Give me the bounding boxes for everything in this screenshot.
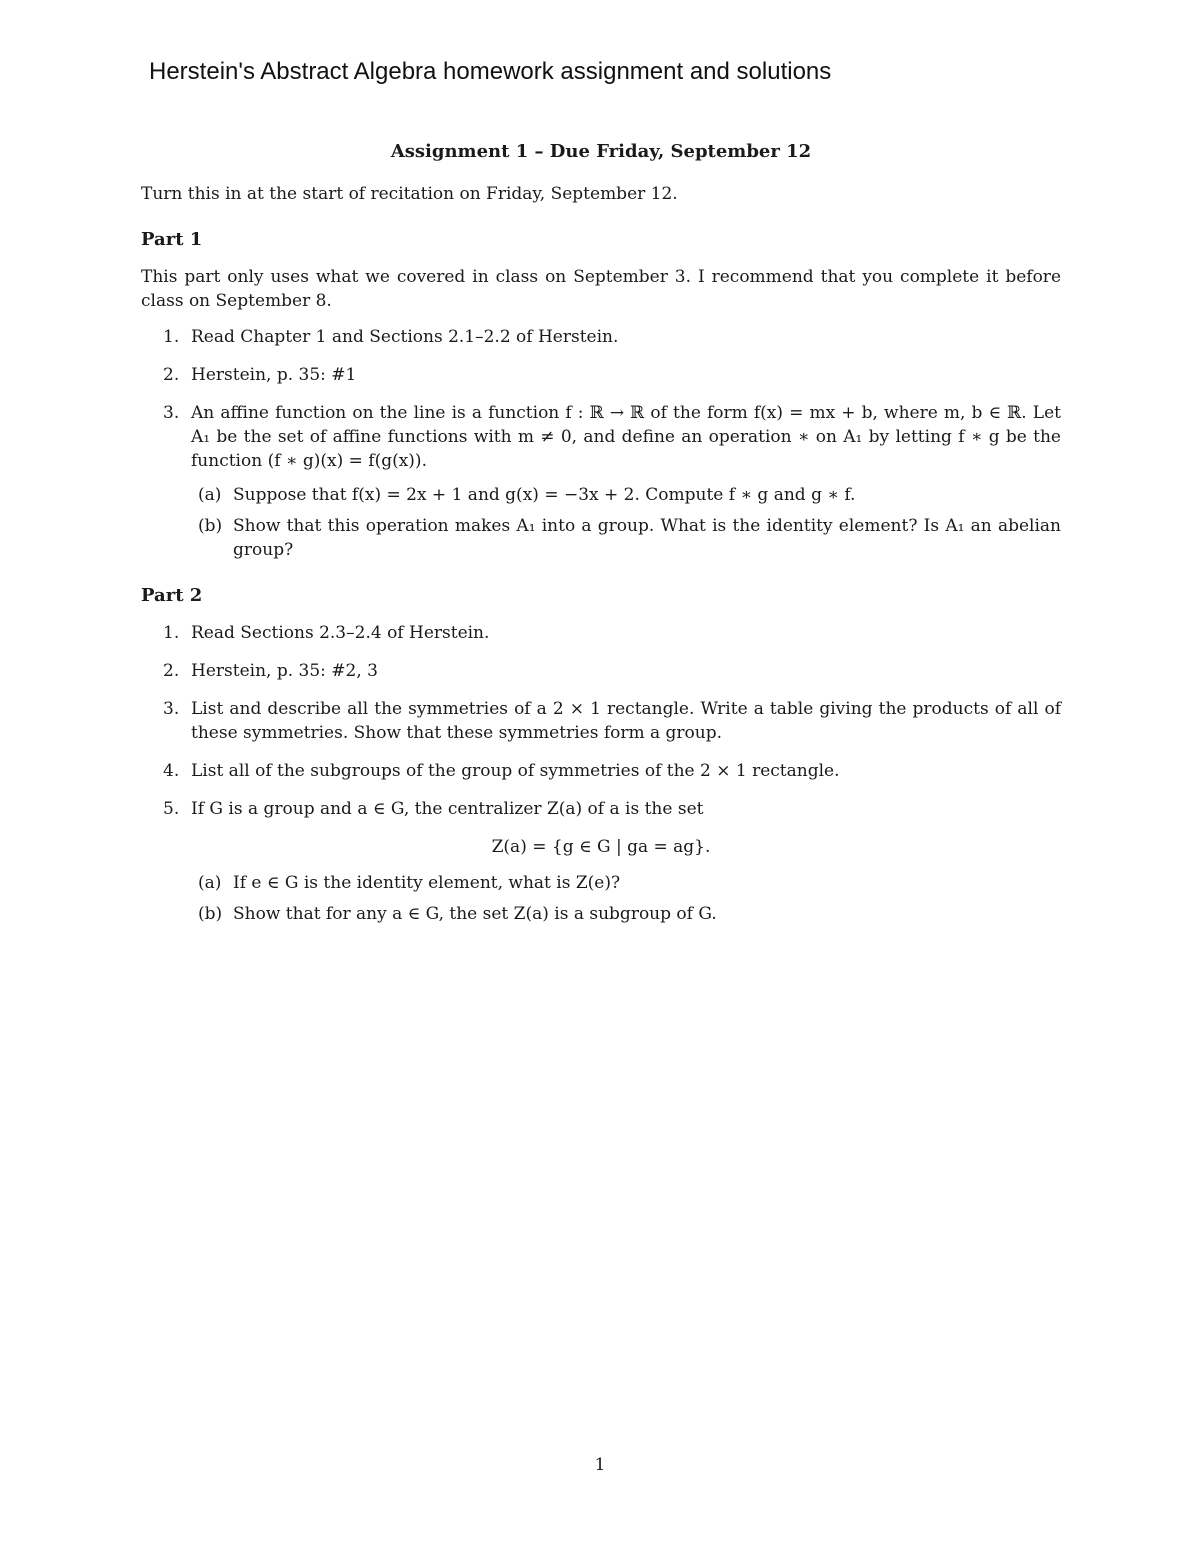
sub-item xyxy=(191,483,1061,507)
sub-list xyxy=(191,483,1061,562)
sub-item-label: (b) xyxy=(198,904,223,924)
sub-item-label: (a) xyxy=(198,873,222,893)
sub-item-text: If e ∈ G is the identity element, what is Z(e)? xyxy=(233,873,621,893)
list-item xyxy=(141,759,1061,783)
item-text: List and describe all the symmetries of a 2 × 1 rectangle. Write a table giving the products of all of these symmetries. Show that these symmetries form a group. xyxy=(191,699,1061,743)
part1-list xyxy=(141,325,1061,562)
centralizer-equation: Z(a) = {g ∈ G | ga = ag}. xyxy=(491,837,711,857)
part1-heading: Part 1 xyxy=(141,229,203,250)
assignment-intro: Turn this in at the start of recitation on Friday, September 12. xyxy=(141,184,678,204)
sub-item xyxy=(191,514,1061,562)
item-number: 5. xyxy=(163,799,180,819)
list-item xyxy=(141,621,1061,645)
list-item xyxy=(141,697,1061,745)
item-number: 2. xyxy=(163,365,180,385)
assignment-title: Assignment 1 – Due Friday, September 12 xyxy=(390,141,812,162)
item-text: Herstein, p. 35: #2, 3 xyxy=(191,661,378,681)
item-number: 4. xyxy=(163,761,180,781)
document-header-title: Herstein's Abstract Algebra homework assignment and solutions xyxy=(149,58,832,85)
item-number: 3. xyxy=(163,699,180,719)
list-item xyxy=(141,363,1061,387)
item-number: 2. xyxy=(163,661,180,681)
sub-item-text: Show that this operation makes A₁ into a group. What is the identity element? Is A₁ an abelian group? xyxy=(233,516,1061,560)
item-text: Herstein, p. 35: #1 xyxy=(191,365,357,385)
part1-intro: This part only uses what we covered in class on September 3. I recommend that you complete it before class on September 8. xyxy=(141,267,1061,311)
sub-item-label: (b) xyxy=(198,516,223,536)
sub-item-label: (a) xyxy=(198,485,222,505)
sub-item xyxy=(191,871,1061,895)
item-number: 3. xyxy=(163,403,180,423)
item-text: Read Chapter 1 and Sections 2.1–2.2 of Herstein. xyxy=(191,327,619,347)
item-text: If G is a group and a ∈ G, the centralizer Z(a) of a is the set xyxy=(191,799,704,819)
item-number: 1. xyxy=(163,327,180,347)
sub-item-text: Suppose that f(x) = 2x + 1 and g(x) = −3x + 2. Compute f ∗ g and g ∗ f. xyxy=(233,485,856,505)
part2-list xyxy=(141,621,1061,926)
sub-item xyxy=(191,902,1061,926)
sub-item-text: Show that for any a ∈ G, the set Z(a) is a subgroup of G. xyxy=(233,904,717,924)
list-item xyxy=(141,797,1061,926)
list-item xyxy=(141,659,1061,683)
list-item xyxy=(141,325,1061,349)
item-text: Read Sections 2.3–2.4 of Herstein. xyxy=(191,623,490,643)
page-number: 1 xyxy=(594,1455,606,1475)
list-item xyxy=(141,401,1061,562)
item-number: 1. xyxy=(163,623,180,643)
assignment-page xyxy=(141,140,1061,948)
item-text: An affine function on the line is a function f : ℝ → ℝ of the form f(x) = mx + b, where m, b ∈ ℝ. Let A₁ be the set of affine functions with m ≠ 0, and define an operation ∗ on A₁ by letting f ∗ g be the function (f ∗ g)(x) = f(g(x)). xyxy=(191,403,1061,471)
part2-heading: Part 2 xyxy=(141,585,203,606)
sub-list xyxy=(191,871,1061,926)
item-text: List all of the subgroups of the group of symmetries of the 2 × 1 rectangle. xyxy=(191,761,840,781)
